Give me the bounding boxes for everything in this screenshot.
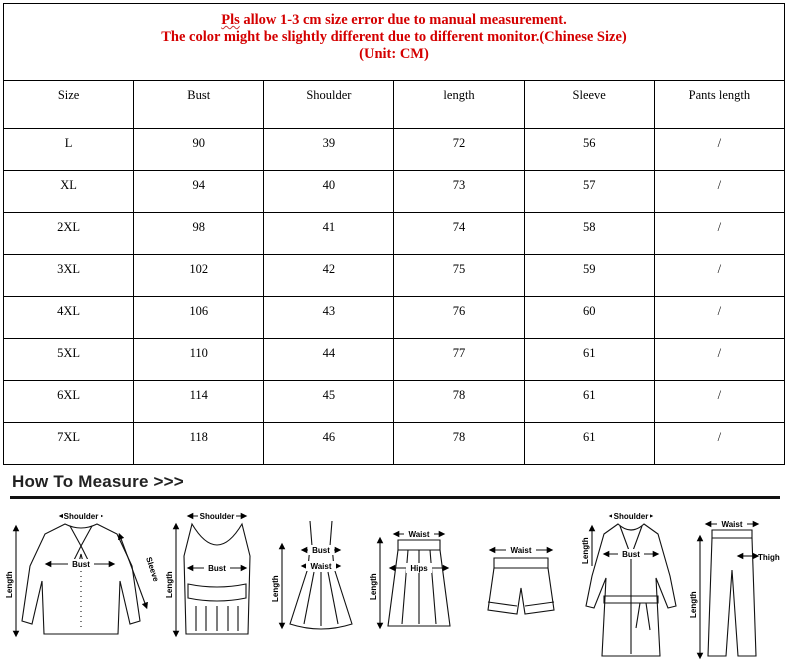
table-row: [4, 339, 785, 381]
label-shoulder: Shoulder: [63, 512, 99, 521]
header-length: length: [394, 81, 524, 129]
cell-bust: 114: [134, 381, 264, 423]
label-waist: Waist: [510, 546, 532, 555]
blouse-diagram: [16, 516, 146, 634]
cell-sleeve: 61: [524, 339, 654, 381]
notice-line-1-prefix: Pls: [221, 12, 240, 28]
label-waist: Waist: [721, 520, 743, 529]
cell-shoulder: 39: [264, 129, 394, 171]
cell-bust: 98: [134, 213, 264, 255]
label-bust: Bust: [622, 550, 640, 559]
cell-length: 78: [394, 381, 524, 423]
cell-bust: 106: [134, 297, 264, 339]
table-row: [4, 381, 785, 423]
cell-length: 72: [394, 129, 524, 171]
header-shoulder: Shoulder: [264, 81, 394, 129]
cell-pants-length: /: [654, 339, 784, 381]
table-row: [4, 423, 785, 465]
label-hips: Hips: [410, 564, 428, 573]
cell-pants-length: /: [654, 255, 784, 297]
cell-size: XL: [4, 171, 134, 213]
cell-size: 4XL: [4, 297, 134, 339]
cell-bust: 110: [134, 339, 264, 381]
cell-sleeve: 56: [524, 129, 654, 171]
cell-length: 76: [394, 297, 524, 339]
cell-size: 3XL: [4, 255, 134, 297]
label-length: Length: [689, 591, 698, 618]
label-shoulder: Shoulder: [199, 512, 235, 521]
label-length: Length: [369, 573, 378, 600]
measurement-diagrams: [0, 506, 789, 666]
cell-sleeve: 61: [524, 381, 654, 423]
cell-sleeve: 58: [524, 213, 654, 255]
table-row: [4, 171, 785, 213]
cell-bust: 118: [134, 423, 264, 465]
cell-pants-length: /: [654, 297, 784, 339]
cell-shoulder: 43: [264, 297, 394, 339]
cell-shoulder: 44: [264, 339, 394, 381]
label-bust: Bust: [312, 546, 330, 555]
cell-pants-length: /: [654, 213, 784, 255]
table-row: [4, 129, 785, 171]
how-to-measure-title: How To Measure >>>: [12, 472, 184, 491]
notice-line-1: [6, 12, 782, 29]
label-length: Length: [5, 571, 14, 598]
cell-size: 2XL: [4, 213, 134, 255]
sleeveless-top-diagram: [176, 516, 250, 634]
label-shoulder: Shoulder: [613, 512, 649, 521]
cell-pants-length: /: [654, 381, 784, 423]
long-coat-diagram: [586, 516, 676, 656]
table-header-row: [4, 81, 785, 129]
notice-cell: [4, 4, 785, 81]
notice-line-1-text: allow 1-3 cm size error due to manual measurement.: [239, 12, 567, 28]
header-sleeve: Sleeve: [524, 81, 654, 129]
cell-length: 78: [394, 423, 524, 465]
cell-bust: 102: [134, 255, 264, 297]
cell-length: 77: [394, 339, 524, 381]
table-row: [4, 297, 785, 339]
skirt-diagram: [380, 534, 450, 626]
cell-size: 6XL: [4, 381, 134, 423]
cell-length: 73: [394, 171, 524, 213]
section-divider: [10, 496, 780, 499]
cell-bust: 90: [134, 129, 264, 171]
cell-shoulder: 45: [264, 381, 394, 423]
cell-size: 7XL: [4, 423, 134, 465]
notice-row: [4, 4, 785, 81]
strap-dress-diagram: [282, 521, 352, 629]
label-length: Length: [581, 537, 590, 564]
cell-sleeve: 61: [524, 423, 654, 465]
label-bust: Bust: [72, 560, 90, 569]
header-pants-length: Pants length: [654, 81, 784, 129]
header-bust: Bust: [134, 81, 264, 129]
table-row: [4, 213, 785, 255]
cell-sleeve: 57: [524, 171, 654, 213]
cell-shoulder: 46: [264, 423, 394, 465]
size-chart-table: [3, 3, 785, 465]
cell-length: 74: [394, 213, 524, 255]
label-waist: Waist: [310, 562, 332, 571]
notice-line-2: The color might be slightly different due to different monitor.(Chinese Size): [161, 29, 627, 45]
cell-bust: 94: [134, 171, 264, 213]
cell-sleeve: 60: [524, 297, 654, 339]
cell-shoulder: 41: [264, 213, 394, 255]
how-to-measure-section: [0, 466, 789, 666]
label-waist: Waist: [408, 530, 430, 539]
cell-length: 75: [394, 255, 524, 297]
cell-shoulder: 40: [264, 171, 394, 213]
table-row: [4, 255, 785, 297]
label-sleeve: Sleeve: [144, 555, 161, 583]
label-length: Length: [271, 575, 280, 602]
cell-size: 5XL: [4, 339, 134, 381]
cell-pants-length: /: [654, 423, 784, 465]
long-pants-diagram: [700, 524, 756, 656]
label-bust: Bust: [208, 564, 226, 573]
header-size: Size: [4, 81, 134, 129]
notice-line-3: (Unit: CM): [359, 46, 429, 62]
cell-sleeve: 59: [524, 255, 654, 297]
label-length: Length: [165, 571, 174, 598]
cell-pants-length: /: [654, 171, 784, 213]
label-thigh: Thigh: [758, 553, 780, 562]
shorts-diagram: [488, 550, 554, 614]
cell-shoulder: 42: [264, 255, 394, 297]
cell-size: L: [4, 129, 134, 171]
cell-pants-length: /: [654, 129, 784, 171]
